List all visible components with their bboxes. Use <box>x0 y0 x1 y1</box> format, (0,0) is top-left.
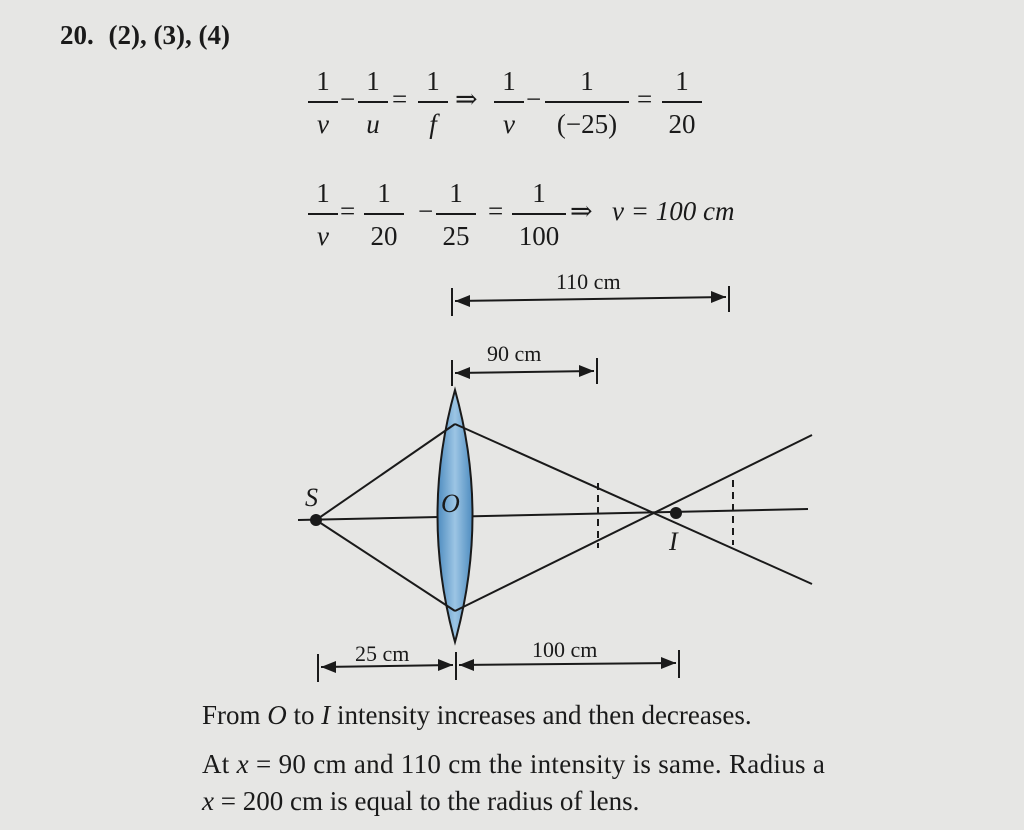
image-point <box>670 507 682 519</box>
frac-1-over-u: $\frac{1}{u}$ <box>358 68 388 138</box>
equals-sign: = <box>392 84 408 114</box>
frac-1-over-f: $\frac{1}{f}$ <box>418 68 448 138</box>
frac-1-over-20-b: $\frac{1}{20}$ <box>364 180 404 250</box>
explanation-line-3: x = 200 cm is equal to the radius of lens. <box>202 786 640 816</box>
principal-axis <box>298 509 808 520</box>
frac-1-over-100: $\frac{1}{100}$ <box>512 180 566 250</box>
equation-result: v = 100 cm <box>612 196 735 226</box>
label-90cm: 90 cm <box>487 341 542 366</box>
minus-sign-2: − <box>526 84 542 114</box>
label-image: I <box>669 527 678 556</box>
frac-1-over-v-3: $\frac{1}{v}$ <box>308 180 338 250</box>
label-110cm: 110 cm <box>556 269 621 294</box>
question-number: 20. <box>60 20 94 50</box>
ray-refracted-upper <box>455 424 812 584</box>
ray-source-lower <box>316 520 455 611</box>
question-answer: (2), (3), (4) <box>108 20 230 50</box>
frac-1-over-v-2: $\frac{1}{v}$ <box>494 68 524 138</box>
label-source: S <box>305 483 318 512</box>
minus-sign-3: − <box>418 196 434 226</box>
explanation-line-2: At x = 90 cm and 110 cm the intensity is same. Radius a <box>202 749 826 779</box>
ray-source-upper <box>316 424 455 520</box>
equals-sign-2: = <box>637 84 653 114</box>
explanation-line-1: From O to I intensity increases and then decreases. <box>202 700 752 730</box>
frac-1-over-minus-25: $\frac{1}{(-25)}$ <box>545 68 629 138</box>
equals-sign-3: = <box>340 196 356 226</box>
frac-1-over-v: $\frac{1}{v}$ <box>308 68 338 138</box>
implies-arrow-2: ⇒ <box>570 196 593 226</box>
minus-sign: − <box>340 84 356 114</box>
implies-arrow: ⇒ <box>455 84 478 114</box>
equals-sign-4: = <box>488 196 504 226</box>
frac-1-over-25: $\frac{1}{25}$ <box>436 180 476 250</box>
label-100cm: 100 cm <box>532 637 598 662</box>
label-25cm: 25 cm <box>355 641 410 666</box>
frac-1-over-20: $\frac{1}{20}$ <box>662 68 702 138</box>
source-point <box>310 514 322 526</box>
ray-refracted-lower <box>455 435 812 611</box>
label-lens-center: O <box>441 489 460 518</box>
